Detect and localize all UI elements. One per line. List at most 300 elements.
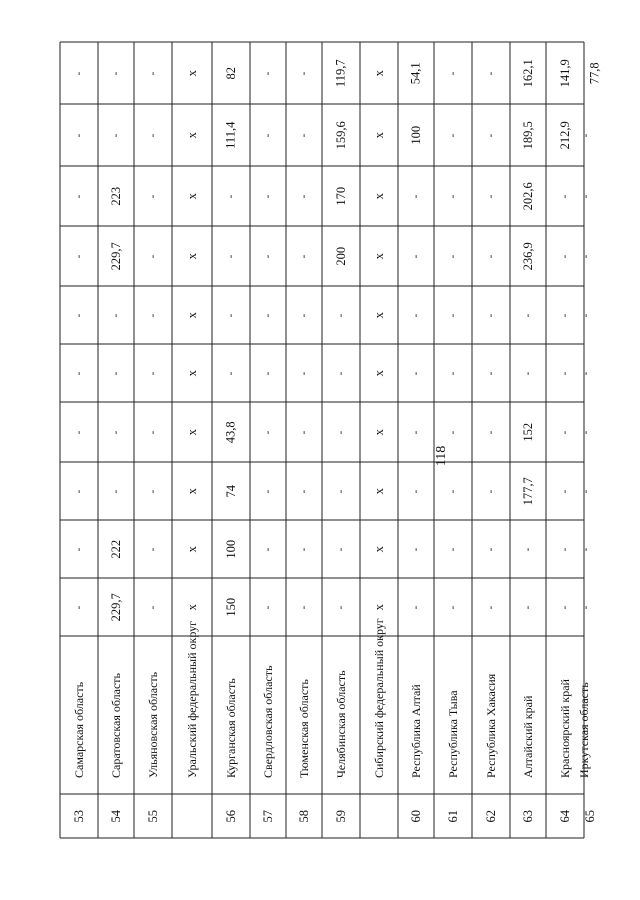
value-text: - bbox=[334, 605, 347, 609]
value-text: 77,8 bbox=[587, 62, 602, 84]
value-text: - bbox=[224, 371, 237, 375]
value-text: 222 bbox=[108, 539, 123, 559]
value-text: 159,6 bbox=[333, 120, 348, 150]
value-text: 223 bbox=[108, 186, 123, 206]
value-text: - bbox=[409, 605, 422, 609]
table-cell bbox=[472, 286, 510, 344]
value-text: - bbox=[261, 547, 274, 551]
value-text: x bbox=[371, 131, 386, 139]
table-cell bbox=[434, 578, 472, 636]
value-text: - bbox=[446, 254, 459, 258]
value-text: 111,4 bbox=[223, 121, 238, 149]
value-text: - bbox=[579, 133, 592, 137]
table-cell bbox=[134, 42, 172, 104]
value-text: - bbox=[297, 605, 310, 609]
value-text: 189,5 bbox=[520, 120, 535, 150]
table-cell bbox=[579, 578, 592, 636]
table-cell bbox=[60, 42, 98, 104]
value-text: - bbox=[579, 371, 592, 375]
row-name: Сибирский федеральный округ bbox=[372, 618, 386, 778]
value-text: 54,1 bbox=[408, 62, 423, 84]
table-row-number bbox=[212, 794, 250, 838]
table-cell bbox=[434, 166, 472, 226]
table-row-name-cell bbox=[472, 636, 510, 794]
value-text: - bbox=[558, 254, 571, 258]
value-text: 170 bbox=[333, 186, 348, 206]
value-text: - bbox=[446, 547, 459, 551]
table-cell bbox=[322, 104, 360, 166]
table-cell bbox=[212, 286, 250, 344]
value-text: - bbox=[446, 430, 459, 434]
value-text: x bbox=[184, 603, 199, 611]
table-cell bbox=[172, 286, 212, 344]
row-name: Свердловская область bbox=[261, 665, 275, 778]
value-text: - bbox=[224, 194, 237, 198]
value-text: 152 bbox=[520, 422, 535, 442]
table-cell bbox=[510, 344, 546, 402]
value-text: - bbox=[224, 254, 237, 258]
value-text: x bbox=[184, 192, 199, 200]
table-cell bbox=[286, 462, 322, 520]
table-cell bbox=[579, 520, 592, 578]
value-text: - bbox=[146, 71, 159, 75]
value-text: x bbox=[371, 603, 386, 611]
table-cell bbox=[360, 344, 398, 402]
value-text: - bbox=[579, 313, 592, 317]
value-text: x bbox=[184, 311, 199, 319]
value-text: - bbox=[224, 313, 237, 317]
row-name: Ульяновская область bbox=[146, 671, 160, 778]
table-cell bbox=[172, 520, 212, 578]
table-row-name-cell bbox=[434, 636, 472, 794]
table-cell bbox=[286, 344, 322, 402]
row-name: Самарская область bbox=[72, 681, 86, 778]
table-cell bbox=[472, 578, 510, 636]
table-cell bbox=[250, 578, 286, 636]
value-text: 229,7 bbox=[108, 592, 123, 622]
table-cell bbox=[134, 286, 172, 344]
value-text: - bbox=[446, 313, 459, 317]
row-number: 60 bbox=[408, 809, 423, 823]
table-cell bbox=[212, 166, 250, 226]
table-cell bbox=[579, 462, 592, 520]
value-text: - bbox=[146, 371, 159, 375]
value-text: x bbox=[371, 545, 386, 553]
value-text: - bbox=[484, 605, 497, 609]
table-cell bbox=[250, 286, 286, 344]
table-cell bbox=[398, 286, 434, 344]
table-cell bbox=[510, 104, 546, 166]
value-text: - bbox=[146, 605, 159, 609]
value-text: - bbox=[446, 605, 459, 609]
value-text: x bbox=[184, 428, 199, 436]
table-cell bbox=[546, 226, 584, 286]
value-text: - bbox=[109, 133, 122, 137]
table-cell bbox=[398, 520, 434, 578]
table-cell bbox=[398, 42, 434, 104]
table-row-name-cell bbox=[212, 636, 250, 794]
table-cell bbox=[546, 402, 584, 462]
table-cell bbox=[322, 462, 360, 520]
table-cell bbox=[250, 226, 286, 286]
table-row-name-cell bbox=[250, 636, 286, 794]
row-name: Уральский федеральный округ bbox=[185, 620, 199, 778]
value-text: 100 bbox=[223, 539, 238, 559]
table-cell bbox=[510, 462, 546, 520]
value-text: - bbox=[446, 194, 459, 198]
table-cell bbox=[212, 578, 250, 636]
table-cell bbox=[322, 402, 360, 462]
row-name: Республика Алтай bbox=[409, 684, 423, 778]
value-text: - bbox=[146, 254, 159, 258]
table-cell bbox=[398, 578, 434, 636]
value-text: 43,8 bbox=[223, 421, 238, 443]
value-text: - bbox=[521, 605, 534, 609]
table-cell bbox=[134, 520, 172, 578]
table-cell bbox=[250, 104, 286, 166]
table-cell bbox=[398, 462, 434, 520]
value-text: - bbox=[109, 313, 122, 317]
table-row-number bbox=[472, 794, 510, 838]
table-cell bbox=[546, 344, 584, 402]
value-text: - bbox=[146, 313, 159, 317]
value-text: - bbox=[484, 430, 497, 434]
table-cell bbox=[398, 104, 434, 166]
value-text: - bbox=[334, 547, 347, 551]
table-cell bbox=[546, 42, 584, 104]
table-cell bbox=[134, 462, 172, 520]
value-text: - bbox=[261, 605, 274, 609]
value-text: - bbox=[297, 254, 310, 258]
value-text: - bbox=[261, 313, 274, 317]
value-text: - bbox=[579, 489, 592, 493]
row-number: 58 bbox=[296, 809, 311, 823]
table-cell bbox=[250, 166, 286, 226]
table-cell bbox=[579, 286, 592, 344]
table-cell bbox=[98, 520, 134, 578]
value-text: - bbox=[484, 194, 497, 198]
table-cell bbox=[579, 226, 592, 286]
table-cell bbox=[250, 462, 286, 520]
table-row-number bbox=[584, 794, 597, 838]
value-text: - bbox=[484, 133, 497, 137]
value-text: - bbox=[297, 430, 310, 434]
value-text: - bbox=[579, 547, 592, 551]
table-cell bbox=[134, 402, 172, 462]
value-text: - bbox=[146, 489, 159, 493]
row-number: 54 bbox=[108, 809, 123, 823]
row-number: 55 bbox=[145, 809, 160, 823]
table-cell bbox=[434, 520, 472, 578]
value-text: - bbox=[409, 254, 422, 258]
value-text: - bbox=[558, 489, 571, 493]
value-text: - bbox=[446, 489, 459, 493]
table-cell bbox=[510, 578, 546, 636]
table-cell bbox=[472, 42, 510, 104]
table-cell bbox=[98, 42, 134, 104]
row-number: 63 bbox=[520, 809, 535, 823]
value-text: 229,7 bbox=[108, 241, 123, 271]
table-row-number bbox=[546, 794, 584, 838]
table-row-number bbox=[134, 794, 172, 838]
table-cell bbox=[472, 104, 510, 166]
table-cell bbox=[322, 578, 360, 636]
table-cell bbox=[60, 578, 98, 636]
value-text: - bbox=[72, 430, 85, 434]
table-cell bbox=[322, 344, 360, 402]
value-text: - bbox=[558, 371, 571, 375]
table-cell bbox=[134, 578, 172, 636]
row-number: 59 bbox=[333, 809, 348, 823]
value-text: - bbox=[558, 194, 571, 198]
table-cell bbox=[434, 104, 472, 166]
table-cell bbox=[546, 166, 584, 226]
table-cell bbox=[98, 166, 134, 226]
value-text: - bbox=[446, 133, 459, 137]
table-cell bbox=[212, 402, 250, 462]
table-cell bbox=[584, 42, 606, 104]
row-number: 65 bbox=[583, 809, 597, 823]
table-cell bbox=[360, 166, 398, 226]
table-cell bbox=[546, 104, 584, 166]
value-text: 202,6 bbox=[520, 181, 535, 211]
table-cell bbox=[212, 520, 250, 578]
value-text: - bbox=[334, 313, 347, 317]
table-cell bbox=[434, 462, 472, 520]
value-text: - bbox=[261, 430, 274, 434]
table-cell bbox=[322, 166, 360, 226]
table-cell bbox=[286, 166, 322, 226]
value-text: - bbox=[72, 489, 85, 493]
table-cell bbox=[172, 402, 212, 462]
value-text: 119,7 bbox=[333, 59, 348, 87]
table-row-number bbox=[286, 794, 322, 838]
value-text: - bbox=[261, 133, 274, 137]
table-cell bbox=[322, 520, 360, 578]
value-text: - bbox=[521, 547, 534, 551]
value-text: 236,9 bbox=[520, 241, 535, 271]
table-row-name-cell bbox=[98, 636, 134, 794]
row-number: 56 bbox=[223, 809, 238, 823]
table-cell bbox=[134, 166, 172, 226]
table-row-name-cell bbox=[322, 636, 360, 794]
table-cell bbox=[60, 402, 98, 462]
table-cell bbox=[98, 104, 134, 166]
value-text: - bbox=[484, 71, 497, 75]
value-text: - bbox=[146, 547, 159, 551]
table-cell bbox=[212, 344, 250, 402]
table-row-name-cell bbox=[286, 636, 322, 794]
row-name: Красноярский край bbox=[558, 679, 572, 778]
table-cell bbox=[322, 42, 360, 104]
row-name: Республика Хакасия bbox=[484, 673, 498, 778]
table-cell bbox=[360, 226, 398, 286]
table-cell bbox=[172, 226, 212, 286]
value-text: - bbox=[72, 254, 85, 258]
table-row-name-cell bbox=[172, 620, 212, 794]
table-cell bbox=[286, 520, 322, 578]
value-text: x bbox=[184, 252, 199, 260]
value-text: - bbox=[446, 371, 459, 375]
table-cell bbox=[398, 226, 434, 286]
row-number: 57 bbox=[260, 809, 275, 823]
value-text: - bbox=[579, 605, 592, 609]
table-cell bbox=[172, 462, 212, 520]
value-text: x bbox=[184, 369, 199, 377]
table-cell bbox=[212, 226, 250, 286]
table-cell bbox=[212, 104, 250, 166]
table-cell bbox=[172, 578, 212, 636]
table-cell bbox=[546, 520, 584, 578]
value-text: - bbox=[409, 313, 422, 317]
value-text: - bbox=[261, 194, 274, 198]
table-cell bbox=[172, 104, 212, 166]
table-cell bbox=[579, 402, 592, 462]
table-cell bbox=[546, 286, 584, 344]
table-row-name-cell bbox=[398, 636, 434, 794]
table-cell bbox=[434, 286, 472, 344]
table-cell bbox=[134, 104, 172, 166]
table-cell bbox=[322, 226, 360, 286]
table-cell bbox=[398, 402, 434, 462]
table-cell bbox=[398, 166, 434, 226]
page-number: 118 bbox=[434, 445, 449, 467]
table-cell bbox=[212, 42, 250, 104]
value-text: - bbox=[297, 194, 310, 198]
table-cell bbox=[360, 42, 398, 104]
value-text: x bbox=[371, 428, 386, 436]
table-cell bbox=[172, 344, 212, 402]
table-cell bbox=[172, 166, 212, 226]
table-cell bbox=[510, 42, 546, 104]
table-cell bbox=[360, 462, 398, 520]
value-text: x bbox=[184, 545, 199, 553]
value-text: - bbox=[521, 313, 534, 317]
value-text: - bbox=[297, 371, 310, 375]
table-cell bbox=[360, 520, 398, 578]
table-cell bbox=[134, 344, 172, 402]
table-cell bbox=[212, 462, 250, 520]
table-cell bbox=[472, 462, 510, 520]
table-cell bbox=[398, 344, 434, 402]
row-number: 62 bbox=[483, 809, 498, 823]
value-text: - bbox=[409, 489, 422, 493]
row-number: 64 bbox=[557, 809, 572, 823]
value-text: - bbox=[109, 371, 122, 375]
table-cell bbox=[250, 344, 286, 402]
value-text: 177,7 bbox=[520, 476, 535, 506]
value-text: - bbox=[261, 254, 274, 258]
table-cell bbox=[472, 166, 510, 226]
table-cell bbox=[286, 286, 322, 344]
table-cell bbox=[286, 42, 322, 104]
value-text: - bbox=[146, 194, 159, 198]
table-cell bbox=[472, 402, 510, 462]
table-cell bbox=[98, 402, 134, 462]
table-row-number bbox=[250, 794, 286, 838]
table-cell bbox=[286, 578, 322, 636]
table-cell bbox=[360, 104, 398, 166]
value-text: - bbox=[334, 430, 347, 434]
row-name: Челябинская область bbox=[334, 670, 348, 778]
value-text: 100 bbox=[408, 125, 423, 145]
value-text: - bbox=[484, 547, 497, 551]
value-text: - bbox=[297, 71, 310, 75]
table-cell bbox=[286, 402, 322, 462]
value-text: - bbox=[72, 194, 85, 198]
table-row-name-cell bbox=[60, 636, 98, 794]
table-cell bbox=[579, 344, 592, 402]
value-text: - bbox=[72, 313, 85, 317]
row-name: Иркутская область bbox=[577, 682, 591, 778]
value-text: x bbox=[184, 487, 199, 495]
table-row-name-cell bbox=[134, 636, 172, 794]
table-cell bbox=[434, 344, 472, 402]
value-text: - bbox=[409, 430, 422, 434]
value-text: x bbox=[371, 192, 386, 200]
table-cell bbox=[172, 42, 212, 104]
value-text: x bbox=[184, 69, 199, 77]
value-text: - bbox=[409, 547, 422, 551]
value-text: - bbox=[261, 371, 274, 375]
table-cell bbox=[60, 462, 98, 520]
table-cell bbox=[472, 520, 510, 578]
table-cell bbox=[286, 226, 322, 286]
value-text: - bbox=[261, 489, 274, 493]
value-text: - bbox=[521, 371, 534, 375]
table-row-number bbox=[322, 794, 360, 838]
value-text: 141,9 bbox=[557, 58, 572, 88]
value-text: - bbox=[72, 371, 85, 375]
table-cell bbox=[472, 344, 510, 402]
table-cell bbox=[472, 226, 510, 286]
row-number: 53 bbox=[71, 809, 86, 823]
table-cell bbox=[250, 402, 286, 462]
table-cell bbox=[510, 520, 546, 578]
table-cell bbox=[360, 578, 398, 636]
table-cell bbox=[546, 462, 584, 520]
value-text: - bbox=[484, 254, 497, 258]
value-text: - bbox=[146, 430, 159, 434]
table-row-number bbox=[398, 794, 434, 838]
value-text: - bbox=[72, 547, 85, 551]
value-text: - bbox=[109, 430, 122, 434]
value-text: 212,9 bbox=[557, 120, 572, 150]
table-cell bbox=[579, 166, 592, 226]
table-cell bbox=[510, 286, 546, 344]
value-text: - bbox=[484, 489, 497, 493]
value-text: x bbox=[371, 252, 386, 260]
row-number: 61 bbox=[445, 809, 460, 823]
row-name: Тюменская область bbox=[297, 679, 311, 778]
value-text: - bbox=[334, 489, 347, 493]
value-text: - bbox=[409, 371, 422, 375]
value-text: x bbox=[371, 369, 386, 377]
value-text: - bbox=[579, 194, 592, 198]
table-cell bbox=[134, 226, 172, 286]
value-text: 162,1 bbox=[520, 58, 535, 88]
table-row-number bbox=[434, 794, 472, 838]
value-text: x bbox=[184, 131, 199, 139]
table-row-number bbox=[510, 794, 546, 838]
value-text: - bbox=[297, 313, 310, 317]
value-text: 200 bbox=[333, 246, 348, 266]
value-text: - bbox=[558, 430, 571, 434]
value-text: - bbox=[72, 71, 85, 75]
table-cell bbox=[510, 166, 546, 226]
value-text: - bbox=[579, 430, 592, 434]
table-cell bbox=[60, 104, 98, 166]
